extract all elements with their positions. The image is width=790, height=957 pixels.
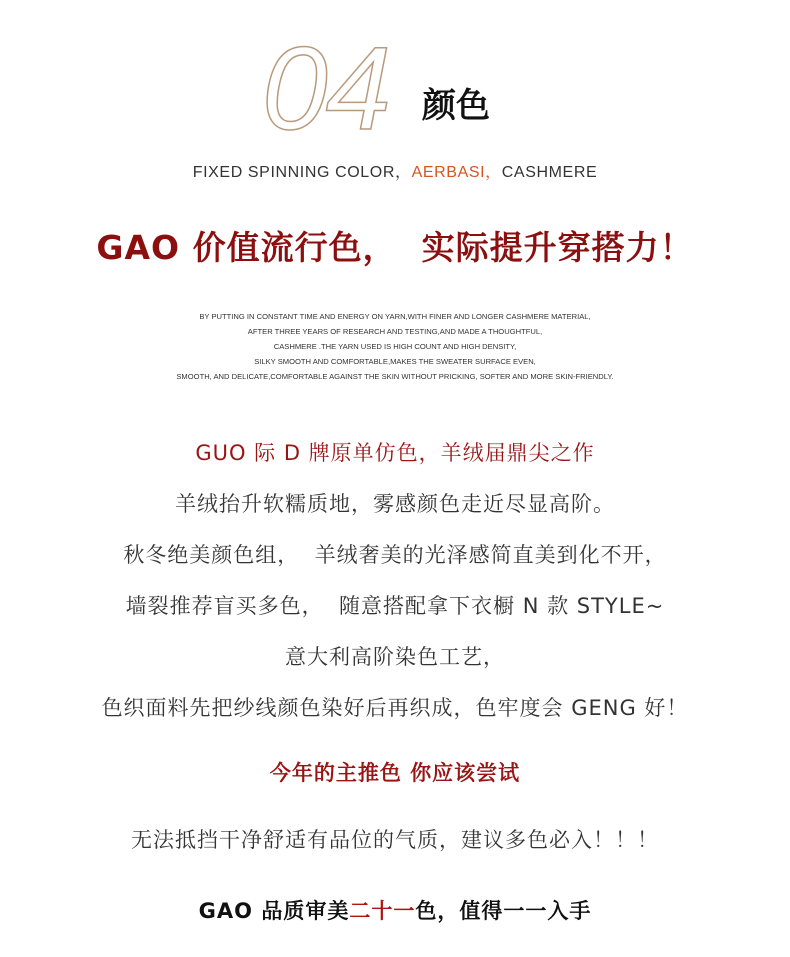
closing-line bbox=[0, 894, 790, 928]
body-line-brand: GUO 际 D 牌原单仿色，羊绒届鼎尖之作 bbox=[195, 441, 595, 465]
closing-part-2: 色，值得一一入手 bbox=[415, 899, 592, 923]
english-line: BY PUTTING IN CONSTANT TIME AND ENERGY ON YARN,WITH FINER AND LONGER CASHMERE MATERIAL, bbox=[199, 312, 591, 321]
subtitle-part-2: CASHMERE bbox=[501, 164, 598, 181]
english-line: SILKY SMOOTH AND COMFORTABLE,MAKES THE SWEATER SURFACE EVEN, bbox=[254, 357, 536, 366]
english-line: SMOOTH, AND DELICATE,COMFORTABLE AGAINST THE SKIN WITHOUT PRICKING, SOFTER AND MORE SKIN-FRIENDLY. bbox=[176, 372, 614, 381]
english-paragraph bbox=[0, 309, 790, 384]
body-line: 羊绒抬升软糯质地，雾感颜色走近尽显高阶。 bbox=[175, 492, 615, 516]
must-have-text: 无法抵挡干净舒适有品位的气质，建议多色必入！！！ bbox=[131, 828, 659, 852]
recommend-heading: 今年的主推色 你应该尝试 bbox=[269, 761, 521, 785]
closing-highlight: 二十一 bbox=[349, 899, 416, 923]
section-header bbox=[0, 23, 790, 155]
body-line: 秋冬绝美颜色组， 羊绒奢美的光泽感简直美到化不开， bbox=[123, 543, 667, 567]
subtitle-accent: AERBASI， bbox=[411, 164, 502, 181]
english-line: CASHMERE .THE YARN USED IS HIGH COUNT AND HIGH DENSITY, bbox=[273, 342, 517, 351]
headline: GAO 价值流行色， 实际提升穿搭力！ bbox=[96, 228, 694, 267]
closing-part-1: GAO 品质审美 bbox=[198, 899, 350, 923]
body-line: 墙裂推荐盲买多色， 随意搭配拿下衣橱 N 款 STYLE~ bbox=[125, 594, 665, 618]
subtitle bbox=[0, 159, 790, 182]
section-title: 颜色 bbox=[422, 86, 490, 126]
body-line: 意大利高阶染色工艺， bbox=[285, 645, 505, 669]
body-line: 色织面料先把纱线颜色染好后再织成，色牢度会 GENG 好！ bbox=[101, 696, 689, 720]
body-text bbox=[0, 428, 790, 734]
english-line: AFTER THREE YEARS OF RESEARCH AND TESTING,AND MADE A THOUGHTFUL, bbox=[247, 327, 543, 336]
section-number: 04 bbox=[262, 23, 390, 155]
subtitle-part-1: FIXED SPINNING COLOR， bbox=[192, 164, 412, 181]
